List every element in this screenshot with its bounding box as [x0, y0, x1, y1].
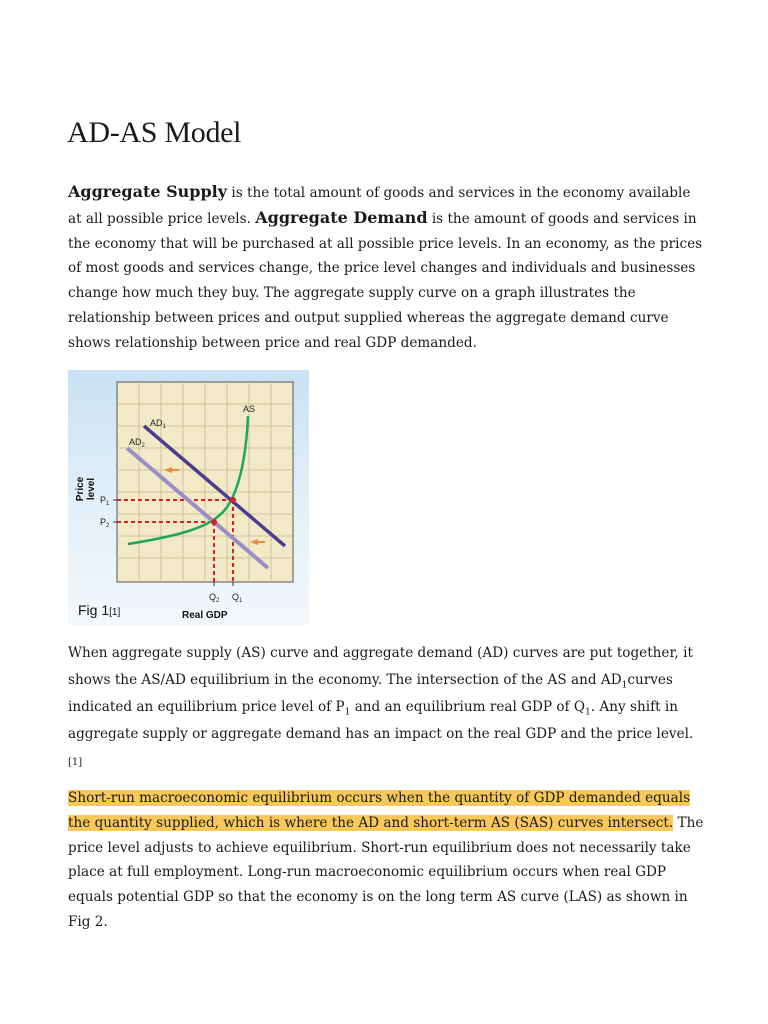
label-as: AS	[243, 404, 256, 414]
label-ad1: $AD_1$	[150, 418, 166, 430]
figure-caption	[78, 602, 120, 618]
paragraph-aggregate-definitions	[68, 180, 708, 356]
p3-rest-text: The price level adjusts to achieve equilibrium. Short-run equilibrium does not necessarily take place at full employment. Long-run macroeconomic equilibrium occurs when real GDP equals potential GDP so that the economy is on the long term AS curve (LAS) as shown in Fig 2.	[68, 814, 704, 930]
paragraph-equilibrium	[68, 640, 708, 776]
equilibrium-point-2	[211, 519, 217, 525]
label-q2: $Q_2$	[209, 592, 220, 604]
p2-text-c: and an equilibrium real GDP of Q	[350, 699, 586, 715]
highlighted-text: Short-run macroeconomic equilibrium occurs when the quantity of GDP demanded equals the quantity supplied, which is where the AD and short-term AS (SAS) curves intersect.	[68, 790, 691, 831]
text-aggregate-supply-def: is the total amount of goods and services in the economy available at all possible price levels.	[68, 185, 691, 227]
page-title: AD-AS Model	[67, 116, 242, 149]
p2-text-b: curves indicated an equilibrium price level of P	[68, 672, 673, 715]
figure-ad-as-graph	[68, 370, 309, 625]
y-axis-label: Price level	[75, 476, 97, 502]
text-aggregate-demand-def: is the amount of goods and services in the economy that will be purchased at all possible price levels. In an economy, as the prices of most goods and services change, the price level changes and individuals and businesses change how much they buy. The aggregate supply curve on a graph illustrates the relationship between prices and output supplied whereas the aggregate demand curve shows relationship between price and real GDP demanded.	[68, 210, 703, 351]
p2-text-a: When aggregate supply (AS) curve and aggregate demand (AD) curves are put together, it shows the AS/AD equilibrium in the economy. The intersection of the AS and AD	[68, 645, 693, 688]
equilibrium-point-1	[230, 497, 236, 503]
x-axis-label: Real GDP	[182, 610, 228, 621]
p2-sub-c: 1	[585, 707, 591, 718]
p2-text-d: . Any shift in aggregate supply or aggregate demand has an impact on the real GDP and the price level.	[68, 699, 694, 742]
term-aggregate-demand: Aggregate Demand	[255, 207, 428, 227]
label-p1: $P_1$	[100, 495, 110, 507]
paragraph-short-run	[68, 786, 708, 935]
ad-as-graph-svg	[68, 370, 309, 625]
term-aggregate-supply: Aggregate Supply	[68, 182, 228, 201]
label-ad2: $AD_2$	[129, 437, 145, 449]
caption-ref[interactable]: [1]	[109, 607, 121, 618]
label-p2: $P_2$	[100, 517, 110, 529]
caption-text: Fig 1	[78, 602, 110, 618]
p2-sub-b: 1	[344, 707, 351, 718]
p2-sub-a: 1	[621, 680, 628, 691]
label-q1: $Q_1$	[232, 592, 243, 604]
reference-link[interactable]: [1]	[68, 757, 83, 768]
